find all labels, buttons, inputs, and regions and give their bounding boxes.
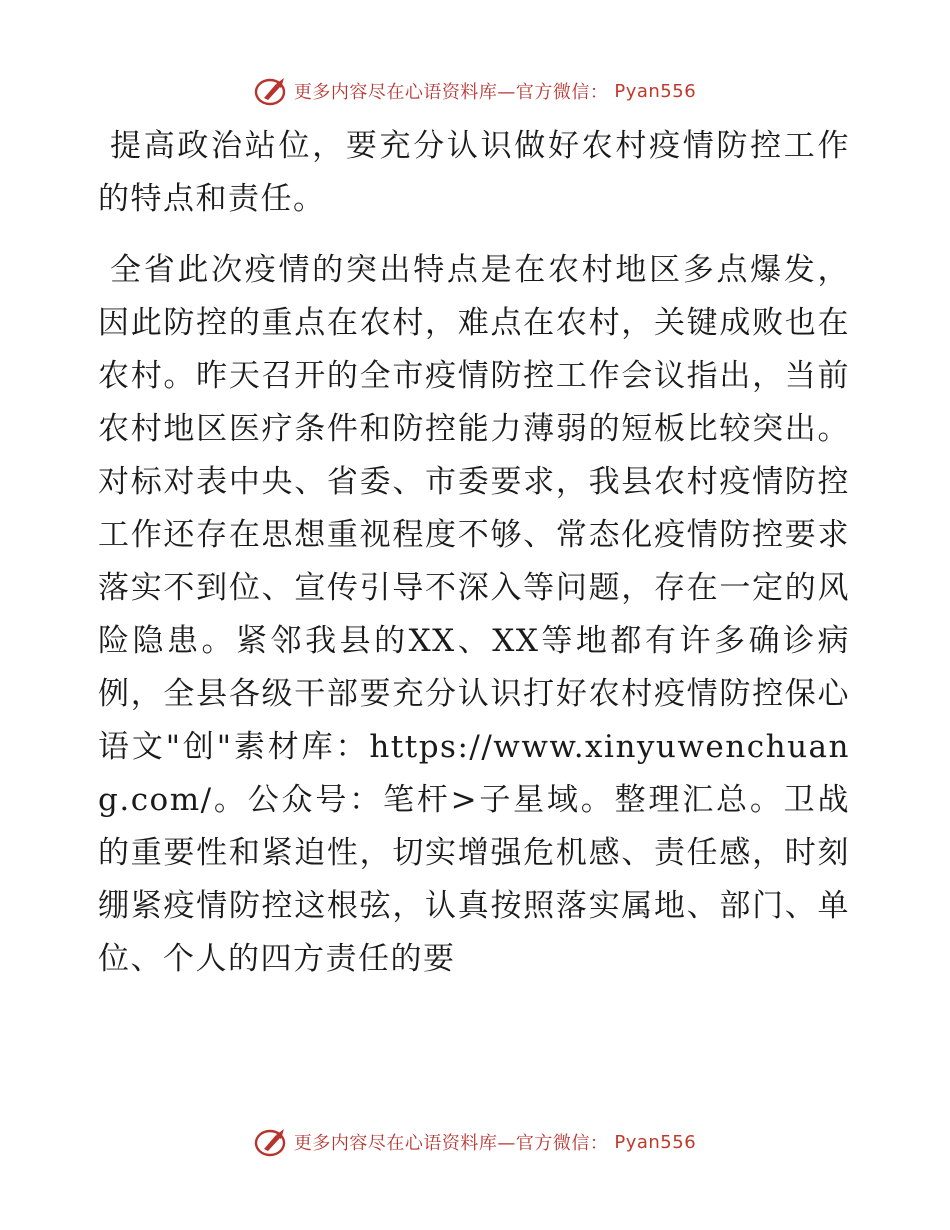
pen-nib-logo-icon <box>254 1127 288 1157</box>
pen-nib-logo-icon <box>254 76 288 106</box>
wechat-id: Pyan556 <box>614 1131 697 1153</box>
wechat-id: Pyan556 <box>614 80 697 102</box>
paragraph-2: 全省此次疫情的突出特点是在农村地区多点爆发，因此防控的重点在农村，难点在农村，关键成败也在农村。昨天召开的全市疫情防控工作会议指出，当前农村地区医疗条件和防控能力薄弱的短板比较突出。对标对表中央、省委、市委要求，我县农村疫情防控工作还存在思想重视程度不够、常态化疫情防控要求落实不到位、宣传引导不深入等问题，存在一定的风险隐患。紧邻我县的XX、XX等地都有许多确诊病例，全县各级干部要充分认识打好农村疫情防控保心语文"创"素材库：https://www.xinyuwenchuang.com/。公众号：笔杆>子星域。整理汇总。卫战的重要性和紧迫性，切实增强危机感、责任感，时刻绷紧疫情防控这根弦，认真按照落实属地、部门、单位、个人的四方责任的要 <box>98 252 850 977</box>
watermark-text: 更多内容尽在心语资料库—官方微信： <box>293 82 609 103</box>
footer-watermark <box>0 1127 950 1157</box>
header-watermark <box>0 76 950 106</box>
paragraph-1: 提高政治站位，要充分认识做好农村疫情防控工作的特点和责任。 <box>98 128 850 217</box>
watermark-text: 更多内容尽在心语资料库—官方微信： <box>293 1133 609 1154</box>
document-body <box>98 120 850 986</box>
